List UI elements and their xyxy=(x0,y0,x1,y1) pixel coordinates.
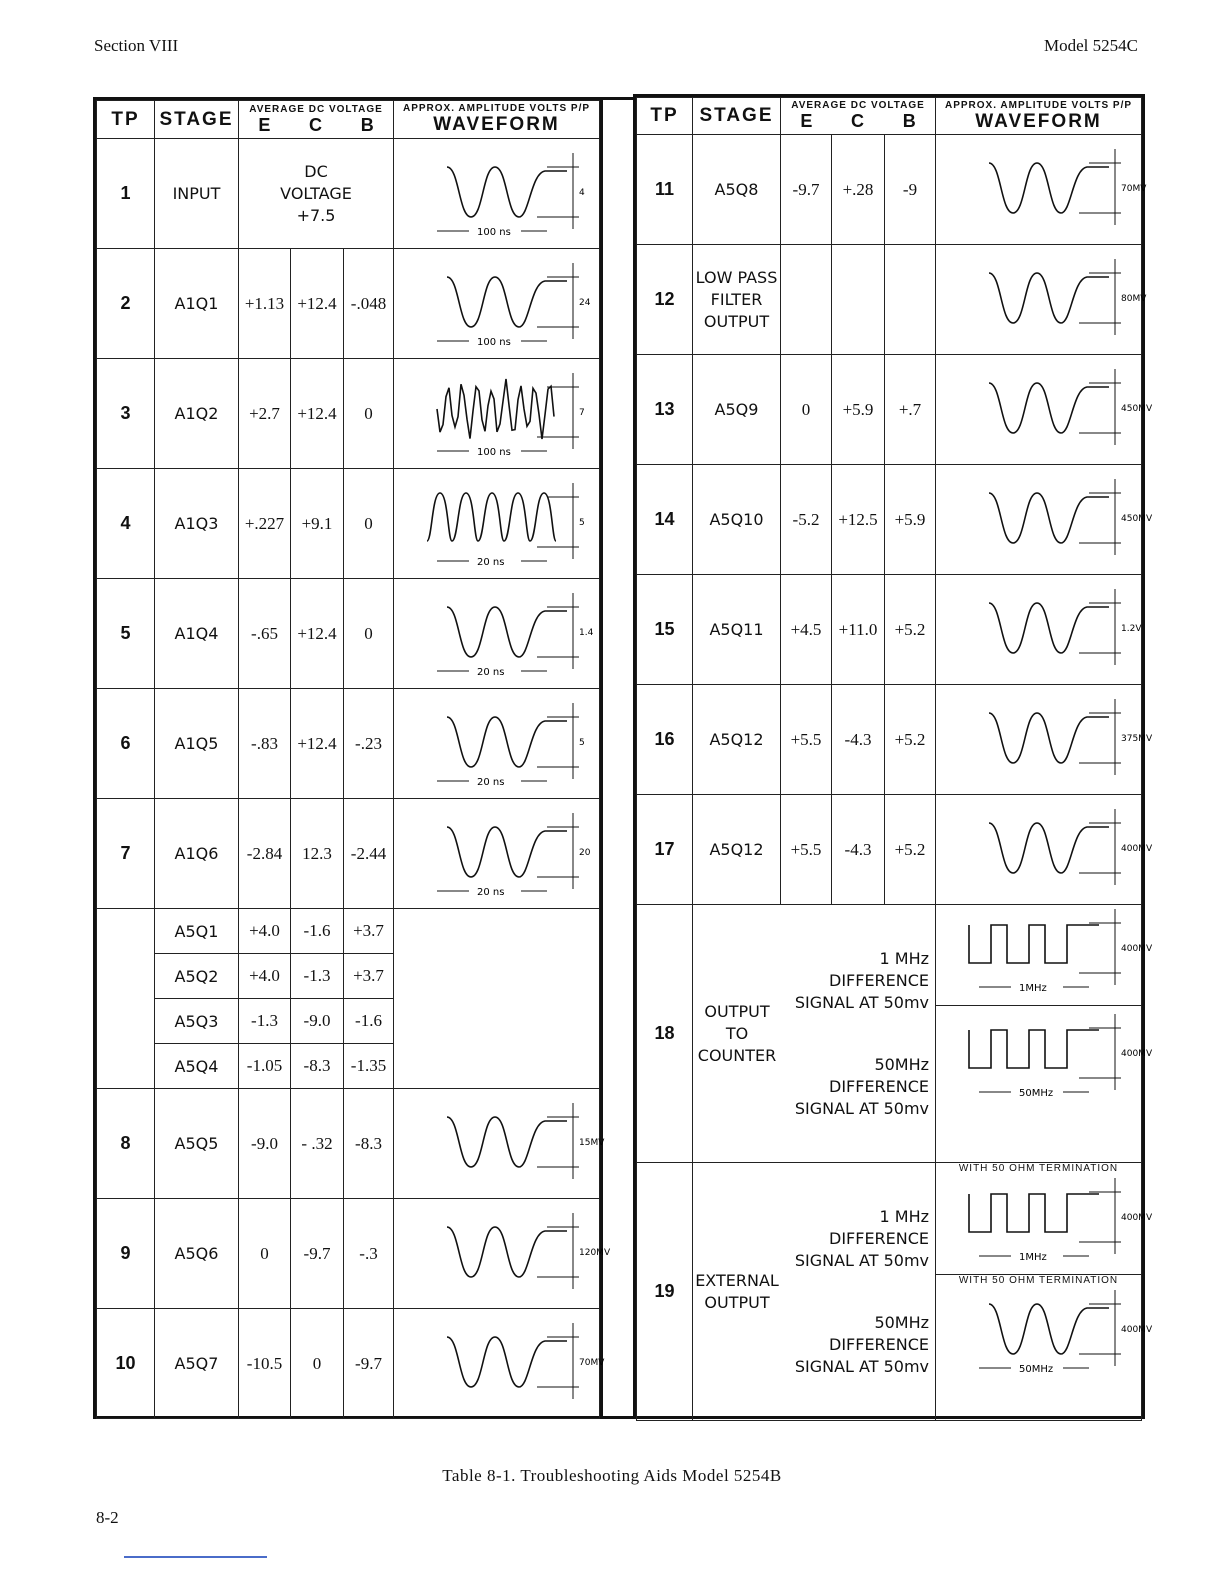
voltage-e: -9.7 xyxy=(781,135,832,245)
voltage-e: +2.7 xyxy=(239,359,291,469)
table-row xyxy=(97,1309,600,1419)
voltage-c: 12.3 xyxy=(291,799,344,909)
stage-name: A5Q3 xyxy=(155,999,239,1044)
time-label: 1MHz xyxy=(1018,983,1047,994)
col-stage-right: STAGE xyxy=(693,98,781,135)
amplitude-label: 400MV xyxy=(1120,843,1152,854)
tp-number: 9 xyxy=(97,1199,155,1309)
tp-number: 1 xyxy=(97,139,155,249)
output-description xyxy=(693,1163,936,1421)
stage-name: A5Q2 xyxy=(155,954,239,999)
voltage-b: +3.7 xyxy=(344,954,394,999)
table-row xyxy=(637,575,1142,685)
voltage-e: 0 xyxy=(239,1199,291,1309)
stage-name: A1Q6 xyxy=(155,799,239,909)
voltage-e: -5.2 xyxy=(781,465,832,575)
voltage-c: +11.0 xyxy=(832,575,885,685)
waveform-cell xyxy=(394,249,600,359)
waveform-graphic xyxy=(407,589,593,679)
voltage-b: -.048 xyxy=(344,249,394,359)
stage-name: LOW PASS FILTER OUTPUT xyxy=(693,245,781,355)
tp-number: 15 xyxy=(637,575,693,685)
amplitude-label: 400MV xyxy=(1120,1049,1152,1059)
table-row xyxy=(637,135,1142,245)
stage-name: A5Q8 xyxy=(693,135,781,245)
tp-number: 6 xyxy=(97,689,155,799)
waveform-graphic xyxy=(407,1209,610,1299)
output-label xyxy=(693,1001,781,1067)
amplitude-label: 400MV xyxy=(1120,1325,1152,1335)
voltage-b: -1.6 xyxy=(344,999,394,1044)
table-row xyxy=(97,689,600,799)
stage-name: A1Q4 xyxy=(155,579,239,689)
signal-2-description xyxy=(781,1054,929,1120)
tp-number: 19 xyxy=(637,1163,693,1421)
waveform-cell xyxy=(394,579,600,689)
tp-number: 7 xyxy=(97,799,155,909)
amplitude-label: 80MV xyxy=(1120,293,1146,304)
signal-line: SIGNAL AT 50mv xyxy=(794,1356,930,1376)
output-label-line: EXTERNAL xyxy=(695,1270,779,1290)
voltage-e: -1.05 xyxy=(239,1044,291,1089)
voltage-b: +5.2 xyxy=(885,685,936,795)
table-row xyxy=(97,579,600,689)
voltage-b: +3.7 xyxy=(344,909,394,954)
table-row xyxy=(97,799,600,909)
waveform-cell xyxy=(394,139,600,249)
signal-line: SIGNAL AT 50mv xyxy=(794,1098,930,1118)
voltage-e: +4.5 xyxy=(781,575,832,685)
voltage-e: -.83 xyxy=(239,689,291,799)
amplitude-label: 450MV xyxy=(1120,403,1152,414)
voltage-b: -8.3 xyxy=(344,1089,394,1199)
right-table xyxy=(633,94,1152,1419)
voltage-c: +12.4 xyxy=(291,579,344,689)
stage-name: A5Q7 xyxy=(155,1309,239,1419)
voltage-e: -.65 xyxy=(239,579,291,689)
voltage-b: -9 xyxy=(885,135,936,245)
voltage-b: +5.2 xyxy=(885,795,936,905)
output-label-line: COUNTER xyxy=(697,1045,777,1065)
signal-line: SIGNAL AT 50mv xyxy=(794,992,930,1012)
amplitude-label: 7 xyxy=(578,407,585,418)
voltage-c: -9.7 xyxy=(291,1199,344,1309)
time-label: 20 ns xyxy=(476,776,504,788)
table-row xyxy=(637,355,1142,465)
table-row xyxy=(637,685,1142,795)
waveform-cell xyxy=(394,1199,610,1309)
amplitude-label: 400MV xyxy=(1120,1213,1152,1223)
voltage-e: -1.3 xyxy=(239,999,291,1044)
amplitude-label: 1.4 xyxy=(578,627,593,638)
dc-note-line: +7.5 xyxy=(296,205,336,225)
time-label: 20 ns xyxy=(476,666,504,678)
stage-name: A5Q1 xyxy=(155,909,239,954)
voltage-e: +1.13 xyxy=(239,249,291,359)
voltage-e: +5.5 xyxy=(781,685,832,795)
stage-name: INPUT xyxy=(155,139,239,249)
voltage-e: 0 xyxy=(781,355,832,465)
signal-line: 1 MHz DIFFERENCE xyxy=(829,948,930,990)
amplitude-label: 375MV xyxy=(1120,733,1152,744)
waveform-graphic xyxy=(949,905,1152,1005)
voltage-e: +5.5 xyxy=(781,795,832,905)
voltage-c: -9.0 xyxy=(291,999,344,1044)
time-label: 100 ns xyxy=(476,336,511,348)
amplitude-label: 400MV xyxy=(1120,944,1152,954)
tp-number: 17 xyxy=(637,795,693,905)
stage-name: A5Q4 xyxy=(155,1044,239,1089)
voltage-b: -1.35 xyxy=(344,1044,394,1089)
voltage-b: -.23 xyxy=(344,689,394,799)
voltage-b: -2.44 xyxy=(344,799,394,909)
voltage-c: -4.3 xyxy=(832,795,885,905)
waveform-cell xyxy=(936,465,1152,575)
table-row xyxy=(97,139,600,249)
waveform-cell xyxy=(394,359,600,469)
waveform-graphic xyxy=(949,805,1152,895)
table-row xyxy=(637,1163,1142,1421)
voltage-c: +12.4 xyxy=(291,689,344,799)
stage-name: A1Q1 xyxy=(155,249,239,359)
tp-number: 11 xyxy=(637,135,693,245)
waveform-cell xyxy=(394,1309,604,1419)
waveform-graphic xyxy=(407,1319,604,1409)
waveform-graphic xyxy=(407,699,587,789)
tp-number: 3 xyxy=(97,359,155,469)
time-label: 100 ns xyxy=(476,446,511,458)
amplitude-label: 1.2V xyxy=(1120,623,1141,634)
voltage-e: +.227 xyxy=(239,469,291,579)
voltage-b: +5.9 xyxy=(885,465,936,575)
termination-note: WITH 50 OHM TERMINATION xyxy=(958,1163,1119,1174)
stage-name: A5Q5 xyxy=(155,1089,239,1199)
voltage-b xyxy=(885,245,936,355)
table-row xyxy=(97,249,600,359)
waveform-cell xyxy=(936,905,1152,1163)
signal-1-description xyxy=(781,1206,929,1272)
stage-name: A5Q9 xyxy=(693,355,781,465)
output-description xyxy=(693,905,936,1163)
voltage-c: +12.5 xyxy=(832,465,885,575)
amplitude-label: 450MV xyxy=(1120,513,1152,524)
waveform-graphic xyxy=(949,585,1141,675)
output-label-line: OUTPUT xyxy=(704,1001,770,1021)
dc-note xyxy=(239,139,394,249)
voltage-b: +5.2 xyxy=(885,575,936,685)
waveform-graphic xyxy=(949,1174,1152,1274)
voltage-b: -9.7 xyxy=(344,1309,394,1419)
voltage-c: - .32 xyxy=(291,1089,344,1199)
stage-name: A5Q6 xyxy=(155,1199,239,1309)
waveform-cell xyxy=(394,799,600,909)
stage-name: A1Q2 xyxy=(155,359,239,469)
table-row xyxy=(97,1089,600,1199)
waveform-cell xyxy=(936,795,1152,905)
page-number: 8-2 xyxy=(96,1508,119,1527)
time-label: 50MHz xyxy=(1018,1088,1053,1099)
signal-line: 50MHz DIFFERENCE xyxy=(829,1312,930,1354)
waveform-graphic xyxy=(949,475,1152,565)
amplitude-label: 15MV xyxy=(578,1137,604,1148)
waveform-cell xyxy=(936,135,1146,245)
col-stage: STAGE xyxy=(155,101,239,139)
table-row xyxy=(97,469,600,579)
amplitude-label: 20 xyxy=(578,847,590,858)
time-label: 100 ns xyxy=(476,226,511,238)
amplitude-label: 70MV xyxy=(1120,183,1146,194)
table-row xyxy=(97,1199,600,1309)
col-tp-right: TP xyxy=(637,98,693,135)
col-avg-dc-right: AVERAGE DC VOLTAGE E C B xyxy=(781,98,936,135)
table-gap xyxy=(603,97,633,1419)
voltage-c xyxy=(832,245,885,355)
tp-number: 14 xyxy=(637,465,693,575)
voltage-e xyxy=(781,245,832,355)
waveform-graphic xyxy=(949,1286,1152,1386)
amplitude-label: 5 xyxy=(578,737,585,748)
waveform-cell xyxy=(936,355,1152,465)
col-tp: TP xyxy=(97,101,155,139)
tp-number: 5 xyxy=(97,579,155,689)
col-waveform: APPROX. AMPLITUDE VOLTS P/P WAVEFORM xyxy=(394,101,600,139)
voltage-e: +4.0 xyxy=(239,909,291,954)
time-label: 50MHz xyxy=(1018,1364,1053,1375)
tp-number: 16 xyxy=(637,685,693,795)
model-label: Model 5254C xyxy=(1044,36,1138,55)
amplitude-label: 24 xyxy=(578,297,590,308)
table-row xyxy=(637,465,1142,575)
output-label xyxy=(693,1270,781,1314)
waveform-blank xyxy=(394,909,600,1089)
table-row xyxy=(637,905,1142,1163)
voltage-c: 0 xyxy=(291,1309,344,1419)
signal-2-description xyxy=(781,1312,929,1378)
waveform-cell xyxy=(394,1089,604,1199)
stage-name: A1Q3 xyxy=(155,469,239,579)
tp-number: 2 xyxy=(97,249,155,359)
voltage-c: +12.4 xyxy=(291,359,344,469)
voltage-c: +5.9 xyxy=(832,355,885,465)
waveform-graphic xyxy=(407,1099,604,1189)
time-label: 20 ns xyxy=(476,886,504,898)
waveform-graphic xyxy=(407,149,587,239)
voltage-c: -8.3 xyxy=(291,1044,344,1089)
amplitude-label: 4 xyxy=(578,187,585,198)
waveform-graphic xyxy=(949,695,1152,785)
tp-number: 12 xyxy=(637,245,693,355)
voltage-c: +9.1 xyxy=(291,469,344,579)
stage-name: A5Q10 xyxy=(693,465,781,575)
tp-number: 8 xyxy=(97,1089,155,1199)
signal-line: 50MHz DIFFERENCE xyxy=(829,1054,930,1096)
voltage-b: 0 xyxy=(344,359,394,469)
tp-blank xyxy=(97,909,155,1089)
stage-name: A1Q5 xyxy=(155,689,239,799)
waveform-graphic xyxy=(949,365,1152,455)
col-waveform-right: APPROX. AMPLITUDE VOLTS P/P WAVEFORM xyxy=(936,98,1142,135)
tp-number: 4 xyxy=(97,469,155,579)
table-row xyxy=(97,909,600,954)
voltage-b: -.3 xyxy=(344,1199,394,1309)
voltage-c: +12.4 xyxy=(291,249,344,359)
waveform-cell xyxy=(936,245,1146,355)
waveform-graphic xyxy=(949,145,1146,235)
waveform-graphic xyxy=(407,479,587,569)
waveform-graphic xyxy=(949,1010,1152,1110)
output-label-line: OUTPUT xyxy=(704,1292,770,1312)
voltage-c: -1.6 xyxy=(291,909,344,954)
waveform-cell xyxy=(936,685,1152,795)
waveform-cell xyxy=(394,469,600,579)
left-table xyxy=(93,97,610,1419)
voltage-e: -9.0 xyxy=(239,1089,291,1199)
waveform-cell xyxy=(936,575,1142,685)
table-row xyxy=(637,795,1142,905)
footer-rule xyxy=(124,1556,267,1558)
amplitude-label: 70MV xyxy=(578,1357,604,1368)
tp-number: 18 xyxy=(637,905,693,1163)
waveform-graphic xyxy=(949,255,1146,345)
table-caption: Table 8-1. Troubleshooting Aids Model 5254B xyxy=(442,1466,782,1485)
stage-name: A5Q12 xyxy=(693,795,781,905)
voltage-b: +.7 xyxy=(885,355,936,465)
waveform-graphic xyxy=(407,809,590,899)
voltage-e: -10.5 xyxy=(239,1309,291,1419)
stage-name: A5Q12 xyxy=(693,685,781,795)
waveform-cell xyxy=(936,1163,1152,1421)
stage-name: A5Q11 xyxy=(693,575,781,685)
signal-line: SIGNAL AT 50mv xyxy=(794,1250,930,1270)
voltage-b: 0 xyxy=(344,579,394,689)
table-row xyxy=(97,359,600,469)
voltage-c: +.28 xyxy=(832,135,885,245)
col-avg-dc: AVERAGE DC VOLTAGE E C B xyxy=(239,101,394,139)
waveform-graphic xyxy=(407,369,587,459)
time-label: 20 ns xyxy=(476,556,504,568)
signal-1-description xyxy=(781,948,929,1014)
waveform-cell xyxy=(394,689,600,799)
tp-number: 13 xyxy=(637,355,693,465)
voltage-e: -2.84 xyxy=(239,799,291,909)
dc-note-line: DC xyxy=(304,161,328,181)
termination-note: WITH 50 OHM TERMINATION xyxy=(936,1274,1141,1286)
dc-note-line: VOLTAGE xyxy=(280,183,352,203)
section-label: Section VIII xyxy=(94,36,179,55)
voltage-e: +4.0 xyxy=(239,954,291,999)
table-row xyxy=(637,245,1142,355)
voltage-c: -1.3 xyxy=(291,954,344,999)
signal-line: 1 MHz DIFFERENCE xyxy=(829,1206,930,1248)
output-label-line: TO xyxy=(725,1023,749,1043)
voltage-b: 0 xyxy=(344,469,394,579)
tp-number: 10 xyxy=(97,1309,155,1419)
amplitude-label: 120MV xyxy=(578,1247,610,1258)
time-label: 1MHz xyxy=(1018,1252,1047,1263)
voltage-c: -4.3 xyxy=(832,685,885,795)
amplitude-label: 5 xyxy=(578,517,585,528)
waveform-graphic xyxy=(407,259,590,349)
